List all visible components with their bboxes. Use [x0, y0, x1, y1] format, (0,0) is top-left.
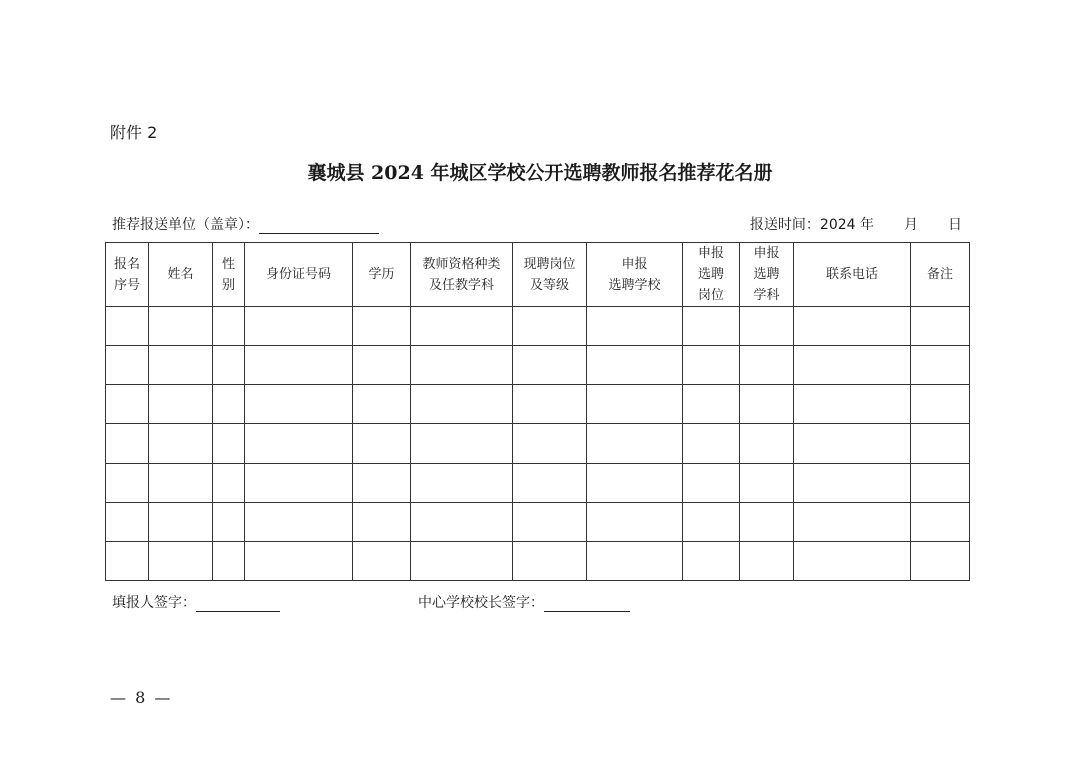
table-cell[interactable]: [513, 541, 587, 580]
table-row: [106, 541, 970, 580]
table-cell[interactable]: [245, 541, 353, 580]
table-cell[interactable]: [411, 463, 513, 502]
header-cell: 申报 选聘 学科: [740, 243, 794, 307]
table-cell[interactable]: [411, 385, 513, 424]
table-row: [106, 385, 970, 424]
table-cell[interactable]: [245, 424, 353, 463]
table-cell[interactable]: [353, 346, 411, 385]
table-cell[interactable]: [213, 346, 245, 385]
month-label: 月: [904, 217, 918, 233]
table-header-row: [106, 243, 970, 307]
table-cell[interactable]: [411, 346, 513, 385]
table-cell[interactable]: [353, 502, 411, 541]
table-cell[interactable]: [911, 463, 970, 502]
table-cell[interactable]: [106, 463, 149, 502]
filler-signature-field: [112, 592, 280, 612]
submitting-unit-blank: [259, 217, 379, 234]
table-cell[interactable]: [794, 502, 911, 541]
attachment-label: 附件 2: [110, 123, 158, 142]
header-cell: 现聘岗位 及等级: [513, 243, 587, 307]
page-number: — 8 —: [110, 688, 173, 707]
table-cell[interactable]: [213, 502, 245, 541]
header-cell: 申报 选聘 岗位: [683, 243, 740, 307]
table-cell[interactable]: [245, 463, 353, 502]
table-cell[interactable]: [149, 307, 213, 346]
table-cell[interactable]: [587, 346, 683, 385]
table-cell[interactable]: [213, 424, 245, 463]
submitting-unit-field: [112, 214, 379, 234]
principal-signature-blank: [544, 595, 630, 612]
table-cell[interactable]: [149, 424, 213, 463]
table-cell[interactable]: [106, 424, 149, 463]
table-cell[interactable]: [411, 541, 513, 580]
table-cell[interactable]: [683, 424, 740, 463]
submission-date-label: 报送时间：2024 年: [749, 217, 874, 233]
table-cell[interactable]: [794, 541, 911, 580]
header-cell: 申报 选聘学校: [587, 243, 683, 307]
table-cell[interactable]: [911, 307, 970, 346]
submission-date-field: [748, 214, 962, 234]
table-row: [106, 346, 970, 385]
table-cell[interactable]: [513, 385, 587, 424]
table-cell[interactable]: [740, 502, 794, 541]
table-cell[interactable]: [149, 385, 213, 424]
table-cell[interactable]: [587, 385, 683, 424]
table-cell[interactable]: [794, 385, 911, 424]
table-cell[interactable]: [353, 385, 411, 424]
header-cell: 学历: [353, 243, 411, 307]
table-cell[interactable]: [740, 385, 794, 424]
table-cell[interactable]: [213, 307, 245, 346]
table-cell[interactable]: [587, 307, 683, 346]
table-cell[interactable]: [587, 541, 683, 580]
table-cell[interactable]: [411, 424, 513, 463]
table-cell[interactable]: [513, 346, 587, 385]
table-cell[interactable]: [353, 463, 411, 502]
filler-signature-label: 填报人签字：: [112, 595, 196, 611]
table-cell[interactable]: [106, 346, 149, 385]
document-title: 襄城县 2024 年城区学校公开选聘教师报名推荐花名册: [307, 162, 773, 184]
table-cell[interactable]: [149, 346, 213, 385]
table-cell[interactable]: [353, 541, 411, 580]
filler-signature-blank: [196, 595, 280, 612]
table-cell[interactable]: [245, 307, 353, 346]
table-cell[interactable]: [911, 502, 970, 541]
table-cell[interactable]: [740, 463, 794, 502]
table-cell[interactable]: [245, 502, 353, 541]
table-cell[interactable]: [794, 463, 911, 502]
table-body: [106, 307, 970, 581]
table-cell[interactable]: [245, 346, 353, 385]
table-row: [106, 502, 970, 541]
header-cell: 身份证号码: [245, 243, 353, 307]
table-cell[interactable]: [213, 385, 245, 424]
table-cell[interactable]: [213, 463, 245, 502]
table-cell[interactable]: [683, 307, 740, 346]
header-cell: 联系电话: [794, 243, 911, 307]
header-cell: 性 别: [213, 243, 245, 307]
table-cell[interactable]: [911, 541, 970, 580]
table-cell[interactable]: [683, 385, 740, 424]
table-cell[interactable]: [740, 424, 794, 463]
table-cell[interactable]: [740, 541, 794, 580]
table-cell[interactable]: [513, 424, 587, 463]
table-cell[interactable]: [513, 502, 587, 541]
table-cell[interactable]: [683, 502, 740, 541]
table-cell[interactable]: [106, 541, 149, 580]
table-cell[interactable]: [587, 424, 683, 463]
table-cell[interactable]: [149, 541, 213, 580]
table-cell[interactable]: [353, 424, 411, 463]
table-cell[interactable]: [683, 541, 740, 580]
table-row: [106, 463, 970, 502]
table-cell[interactable]: [911, 424, 970, 463]
table-cell[interactable]: [353, 307, 411, 346]
day-label: 日: [948, 217, 962, 233]
header-cell: 报名 序号: [106, 243, 149, 307]
submitting-unit-label: 推荐报送单位（盖章）：: [112, 217, 259, 233]
principal-signature-field: [418, 592, 630, 612]
header-cell: 备注: [911, 243, 970, 307]
table-cell[interactable]: [106, 307, 149, 346]
table-cell[interactable]: [149, 463, 213, 502]
table-cell[interactable]: [106, 502, 149, 541]
principal-signature-label: 中心学校校长签字：: [418, 595, 544, 611]
table-cell[interactable]: [683, 463, 740, 502]
table-cell[interactable]: [794, 346, 911, 385]
table-row: [106, 307, 970, 346]
table-cell[interactable]: [411, 307, 513, 346]
table-cell[interactable]: [794, 307, 911, 346]
table-cell[interactable]: [149, 502, 213, 541]
table-cell[interactable]: [683, 346, 740, 385]
table-cell[interactable]: [911, 385, 970, 424]
table-row: [106, 424, 970, 463]
table-cell[interactable]: [106, 385, 149, 424]
table-cell[interactable]: [411, 502, 513, 541]
table-cell[interactable]: [587, 463, 683, 502]
table-cell[interactable]: [740, 307, 794, 346]
roster-table: [105, 242, 970, 581]
header-cell: 姓名: [149, 243, 213, 307]
table-cell[interactable]: [513, 307, 587, 346]
header-cell: 教师资格种类 及任教学科: [411, 243, 513, 307]
table-cell[interactable]: [513, 463, 587, 502]
table-cell[interactable]: [794, 424, 911, 463]
table-cell[interactable]: [213, 541, 245, 580]
table-cell[interactable]: [245, 385, 353, 424]
table-cell[interactable]: [587, 502, 683, 541]
table-cell[interactable]: [911, 346, 970, 385]
table-cell[interactable]: [740, 346, 794, 385]
